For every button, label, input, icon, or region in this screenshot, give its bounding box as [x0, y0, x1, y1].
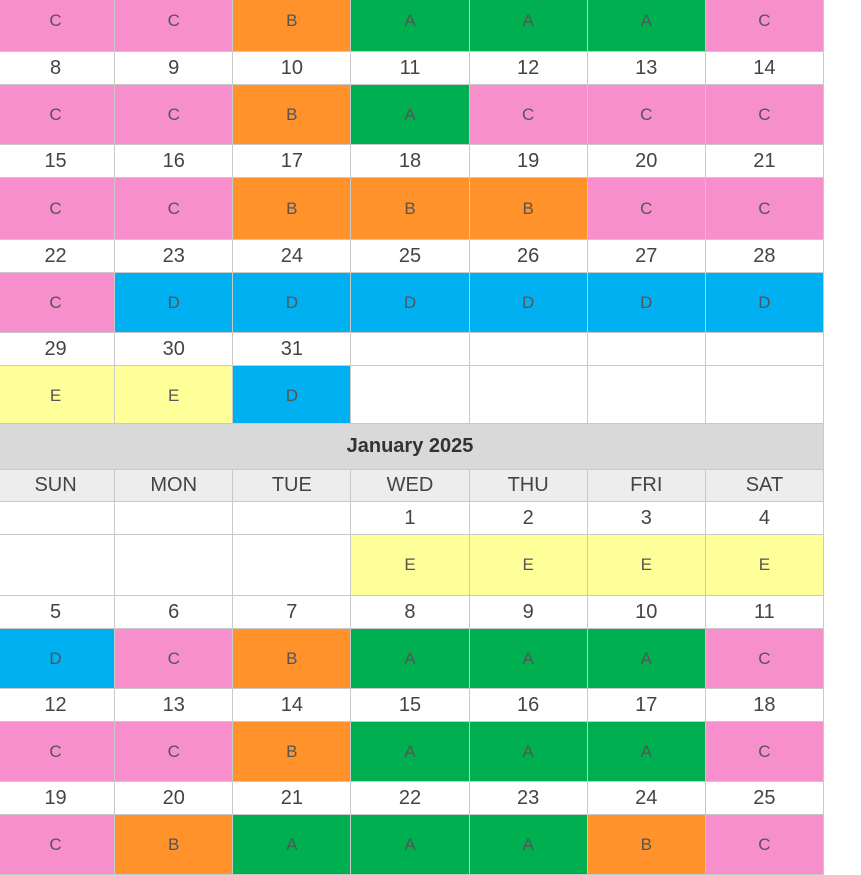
week-shift-codes-row — [0, 722, 824, 782]
shift-code-cell[interactable]: C — [0, 178, 115, 240]
day-number-cell[interactable]: 29 — [0, 333, 115, 366]
day-number-cell[interactable]: 6 — [115, 596, 233, 629]
day-number-cell[interactable]: 18 — [705, 689, 823, 722]
shift-code-cell[interactable]: E — [705, 535, 823, 596]
shift-code-cell[interactable]: C — [115, 85, 233, 145]
shift-code-cell[interactable]: C — [0, 273, 115, 333]
shift-code-cell[interactable]: C — [469, 85, 587, 145]
day-number-cell[interactable]: 21 — [233, 782, 351, 815]
shift-code-cell[interactable]: C — [115, 629, 233, 689]
day-number-cell[interactable] — [0, 502, 115, 535]
january-grid — [0, 502, 824, 875]
shift-code-cell[interactable]: D — [0, 629, 115, 689]
week-shift-codes-row — [0, 629, 824, 689]
shift-code-cell[interactable]: D — [705, 273, 823, 333]
day-number-cell[interactable]: 19 — [0, 782, 115, 815]
day-number-cell[interactable] — [351, 333, 469, 366]
day-number-cell[interactable]: 20 — [587, 145, 705, 178]
shift-code-cell[interactable]: A — [233, 815, 351, 875]
day-number-cell[interactable]: 14 — [705, 52, 823, 85]
week-day-numbers-row — [0, 782, 824, 815]
shift-code-cell[interactable]: A — [469, 722, 587, 782]
day-number-cell[interactable] — [469, 333, 587, 366]
weekday-header-fri: FRI — [587, 470, 705, 502]
day-number-cell[interactable]: 25 — [705, 782, 823, 815]
week-day-numbers-row — [0, 52, 824, 85]
day-number-cell[interactable]: 16 — [115, 145, 233, 178]
week-day-numbers-row — [0, 689, 824, 722]
shift-code-cell[interactable]: D — [351, 273, 469, 333]
shift-code-cell[interactable]: C — [115, 178, 233, 240]
day-number-cell[interactable] — [705, 333, 823, 366]
shift-code-cell[interactable] — [469, 366, 587, 426]
shift-code-cell[interactable]: D — [469, 273, 587, 333]
shift-code-cell[interactable]: A — [351, 629, 469, 689]
day-number-cell[interactable] — [233, 502, 351, 535]
shift-code-cell[interactable]: A — [351, 85, 469, 145]
shift-code-cell[interactable]: E — [469, 535, 587, 596]
week-day-numbers-row — [0, 596, 824, 629]
shift-code-cell[interactable]: B — [469, 178, 587, 240]
shift-code-cell[interactable]: B — [351, 178, 469, 240]
week-day-numbers-row — [0, 145, 824, 178]
shift-code-cell[interactable] — [351, 366, 469, 426]
day-number-cell[interactable]: 15 — [351, 689, 469, 722]
shift-code-cell[interactable]: C — [115, 0, 233, 52]
day-number-cell[interactable]: 10 — [233, 52, 351, 85]
week-shift-codes-row — [0, 178, 824, 240]
shift-code-cell[interactable]: B — [233, 85, 351, 145]
day-number-cell[interactable]: 2 — [469, 502, 587, 535]
day-number-cell[interactable]: 20 — [115, 782, 233, 815]
shift-code-cell[interactable]: E — [587, 535, 705, 596]
day-number-cell[interactable]: 3 — [587, 502, 705, 535]
shift-code-cell[interactable]: C — [0, 722, 115, 782]
day-number-cell[interactable]: 26 — [469, 240, 587, 273]
shift-code-cell[interactable]: D — [587, 273, 705, 333]
day-number-cell[interactable]: 22 — [351, 782, 469, 815]
shift-code-cell[interactable]: C — [0, 0, 115, 52]
day-number-cell[interactable]: 28 — [705, 240, 823, 273]
previous-month-grid — [0, 0, 824, 426]
shift-code-cell[interactable]: D — [233, 273, 351, 333]
day-number-cell[interactable]: 8 — [0, 52, 115, 85]
shift-code-cell[interactable]: A — [351, 722, 469, 782]
weekday-header-mon: MON — [115, 470, 233, 502]
shift-code-cell[interactable]: A — [351, 0, 469, 52]
shift-code-cell[interactable]: A — [469, 0, 587, 52]
week-shift-codes-row — [0, 366, 824, 426]
weekday-header-sun: SUN — [0, 470, 115, 502]
shift-code-cell[interactable]: B — [233, 178, 351, 240]
shift-code-cell[interactable]: C — [587, 178, 705, 240]
day-number-cell[interactable]: 25 — [351, 240, 469, 273]
day-number-cell[interactable]: 22 — [0, 240, 115, 273]
week-shift-codes-row — [0, 535, 824, 596]
day-number-cell[interactable]: 21 — [705, 145, 823, 178]
shift-code-cell[interactable] — [587, 366, 705, 426]
shift-code-cell[interactable]: B — [233, 0, 351, 52]
shift-code-cell[interactable]: C — [705, 722, 823, 782]
shift-code-cell[interactable]: C — [0, 815, 115, 875]
week-shift-codes-row — [0, 85, 824, 145]
shift-code-cell[interactable]: D — [115, 273, 233, 333]
shift-code-cell[interactable]: A — [587, 722, 705, 782]
month-title: January 2025 — [0, 424, 824, 470]
day-number-cell[interactable]: 13 — [115, 689, 233, 722]
shift-code-cell[interactable] — [0, 535, 115, 596]
shift-code-cell[interactable]: B — [233, 629, 351, 689]
day-number-cell[interactable]: 18 — [351, 145, 469, 178]
weekday-header-row — [0, 470, 824, 502]
january-calendar — [0, 423, 824, 875]
weekday-header-sat: SAT — [705, 470, 823, 502]
shift-code-cell[interactable]: E — [0, 366, 115, 426]
weekday-header-tue: TUE — [233, 470, 351, 502]
day-number-cell[interactable]: 7 — [233, 596, 351, 629]
day-number-cell[interactable]: 27 — [587, 240, 705, 273]
shift-code-cell[interactable]: A — [469, 629, 587, 689]
day-number-cell[interactable] — [587, 333, 705, 366]
day-number-cell[interactable]: 17 — [587, 689, 705, 722]
day-number-cell[interactable]: 15 — [0, 145, 115, 178]
previous-month-calendar — [0, 0, 824, 426]
day-number-cell[interactable]: 5 — [0, 596, 115, 629]
shift-code-cell[interactable]: C — [115, 722, 233, 782]
shift-code-cell[interactable]: D — [233, 366, 351, 426]
day-number-cell[interactable]: 4 — [705, 502, 823, 535]
day-number-cell[interactable] — [115, 502, 233, 535]
shift-code-cell[interactable]: A — [469, 815, 587, 875]
day-number-cell[interactable]: 19 — [469, 145, 587, 178]
month-title-row — [0, 424, 824, 470]
weekday-header-thu: THU — [469, 470, 587, 502]
shift-code-cell[interactable]: A — [587, 629, 705, 689]
shift-code-cell[interactable]: B — [115, 815, 233, 875]
day-number-cell[interactable]: 14 — [233, 689, 351, 722]
shift-code-cell[interactable]: B — [233, 722, 351, 782]
day-number-cell[interactable]: 17 — [233, 145, 351, 178]
shift-code-cell[interactable]: C — [705, 0, 823, 52]
day-number-cell[interactable]: 16 — [469, 689, 587, 722]
day-number-cell[interactable]: 23 — [469, 782, 587, 815]
shift-code-cell[interactable] — [115, 535, 233, 596]
day-number-cell[interactable]: 13 — [587, 52, 705, 85]
day-number-cell[interactable]: 24 — [233, 240, 351, 273]
day-number-cell[interactable]: 11 — [705, 596, 823, 629]
shift-code-cell[interactable]: C — [0, 85, 115, 145]
day-number-cell[interactable]: 9 — [115, 52, 233, 85]
shift-code-cell[interactable]: A — [351, 815, 469, 875]
shift-code-cell[interactable]: E — [351, 535, 469, 596]
day-number-cell[interactable]: 24 — [587, 782, 705, 815]
shift-code-cell[interactable]: C — [705, 815, 823, 875]
week-day-numbers-row — [0, 333, 824, 366]
day-number-cell[interactable]: 8 — [351, 596, 469, 629]
shift-code-cell[interactable]: C — [705, 629, 823, 689]
day-number-cell[interactable]: 31 — [233, 333, 351, 366]
day-number-cell[interactable]: 12 — [0, 689, 115, 722]
day-number-cell[interactable]: 23 — [115, 240, 233, 273]
week-shift-codes-row — [0, 0, 824, 52]
day-number-cell[interactable]: 12 — [469, 52, 587, 85]
day-number-cell[interactable]: 10 — [587, 596, 705, 629]
shift-code-cell[interactable]: E — [115, 366, 233, 426]
week-day-numbers-row — [0, 240, 824, 273]
shift-code-cell[interactable]: C — [705, 85, 823, 145]
week-day-numbers-row — [0, 502, 824, 535]
shift-code-cell[interactable] — [705, 366, 823, 426]
day-number-cell[interactable]: 30 — [115, 333, 233, 366]
day-number-cell[interactable]: 9 — [469, 596, 587, 629]
shift-code-cell[interactable]: C — [705, 178, 823, 240]
week-shift-codes-row — [0, 273, 824, 333]
shift-code-cell[interactable]: B — [587, 815, 705, 875]
day-number-cell[interactable]: 11 — [351, 52, 469, 85]
shift-code-cell[interactable]: C — [587, 85, 705, 145]
day-number-cell[interactable]: 1 — [351, 502, 469, 535]
week-shift-codes-row — [0, 815, 824, 875]
weekday-header-wed: WED — [351, 470, 469, 502]
shift-code-cell[interactable]: A — [587, 0, 705, 52]
shift-code-cell[interactable] — [233, 535, 351, 596]
